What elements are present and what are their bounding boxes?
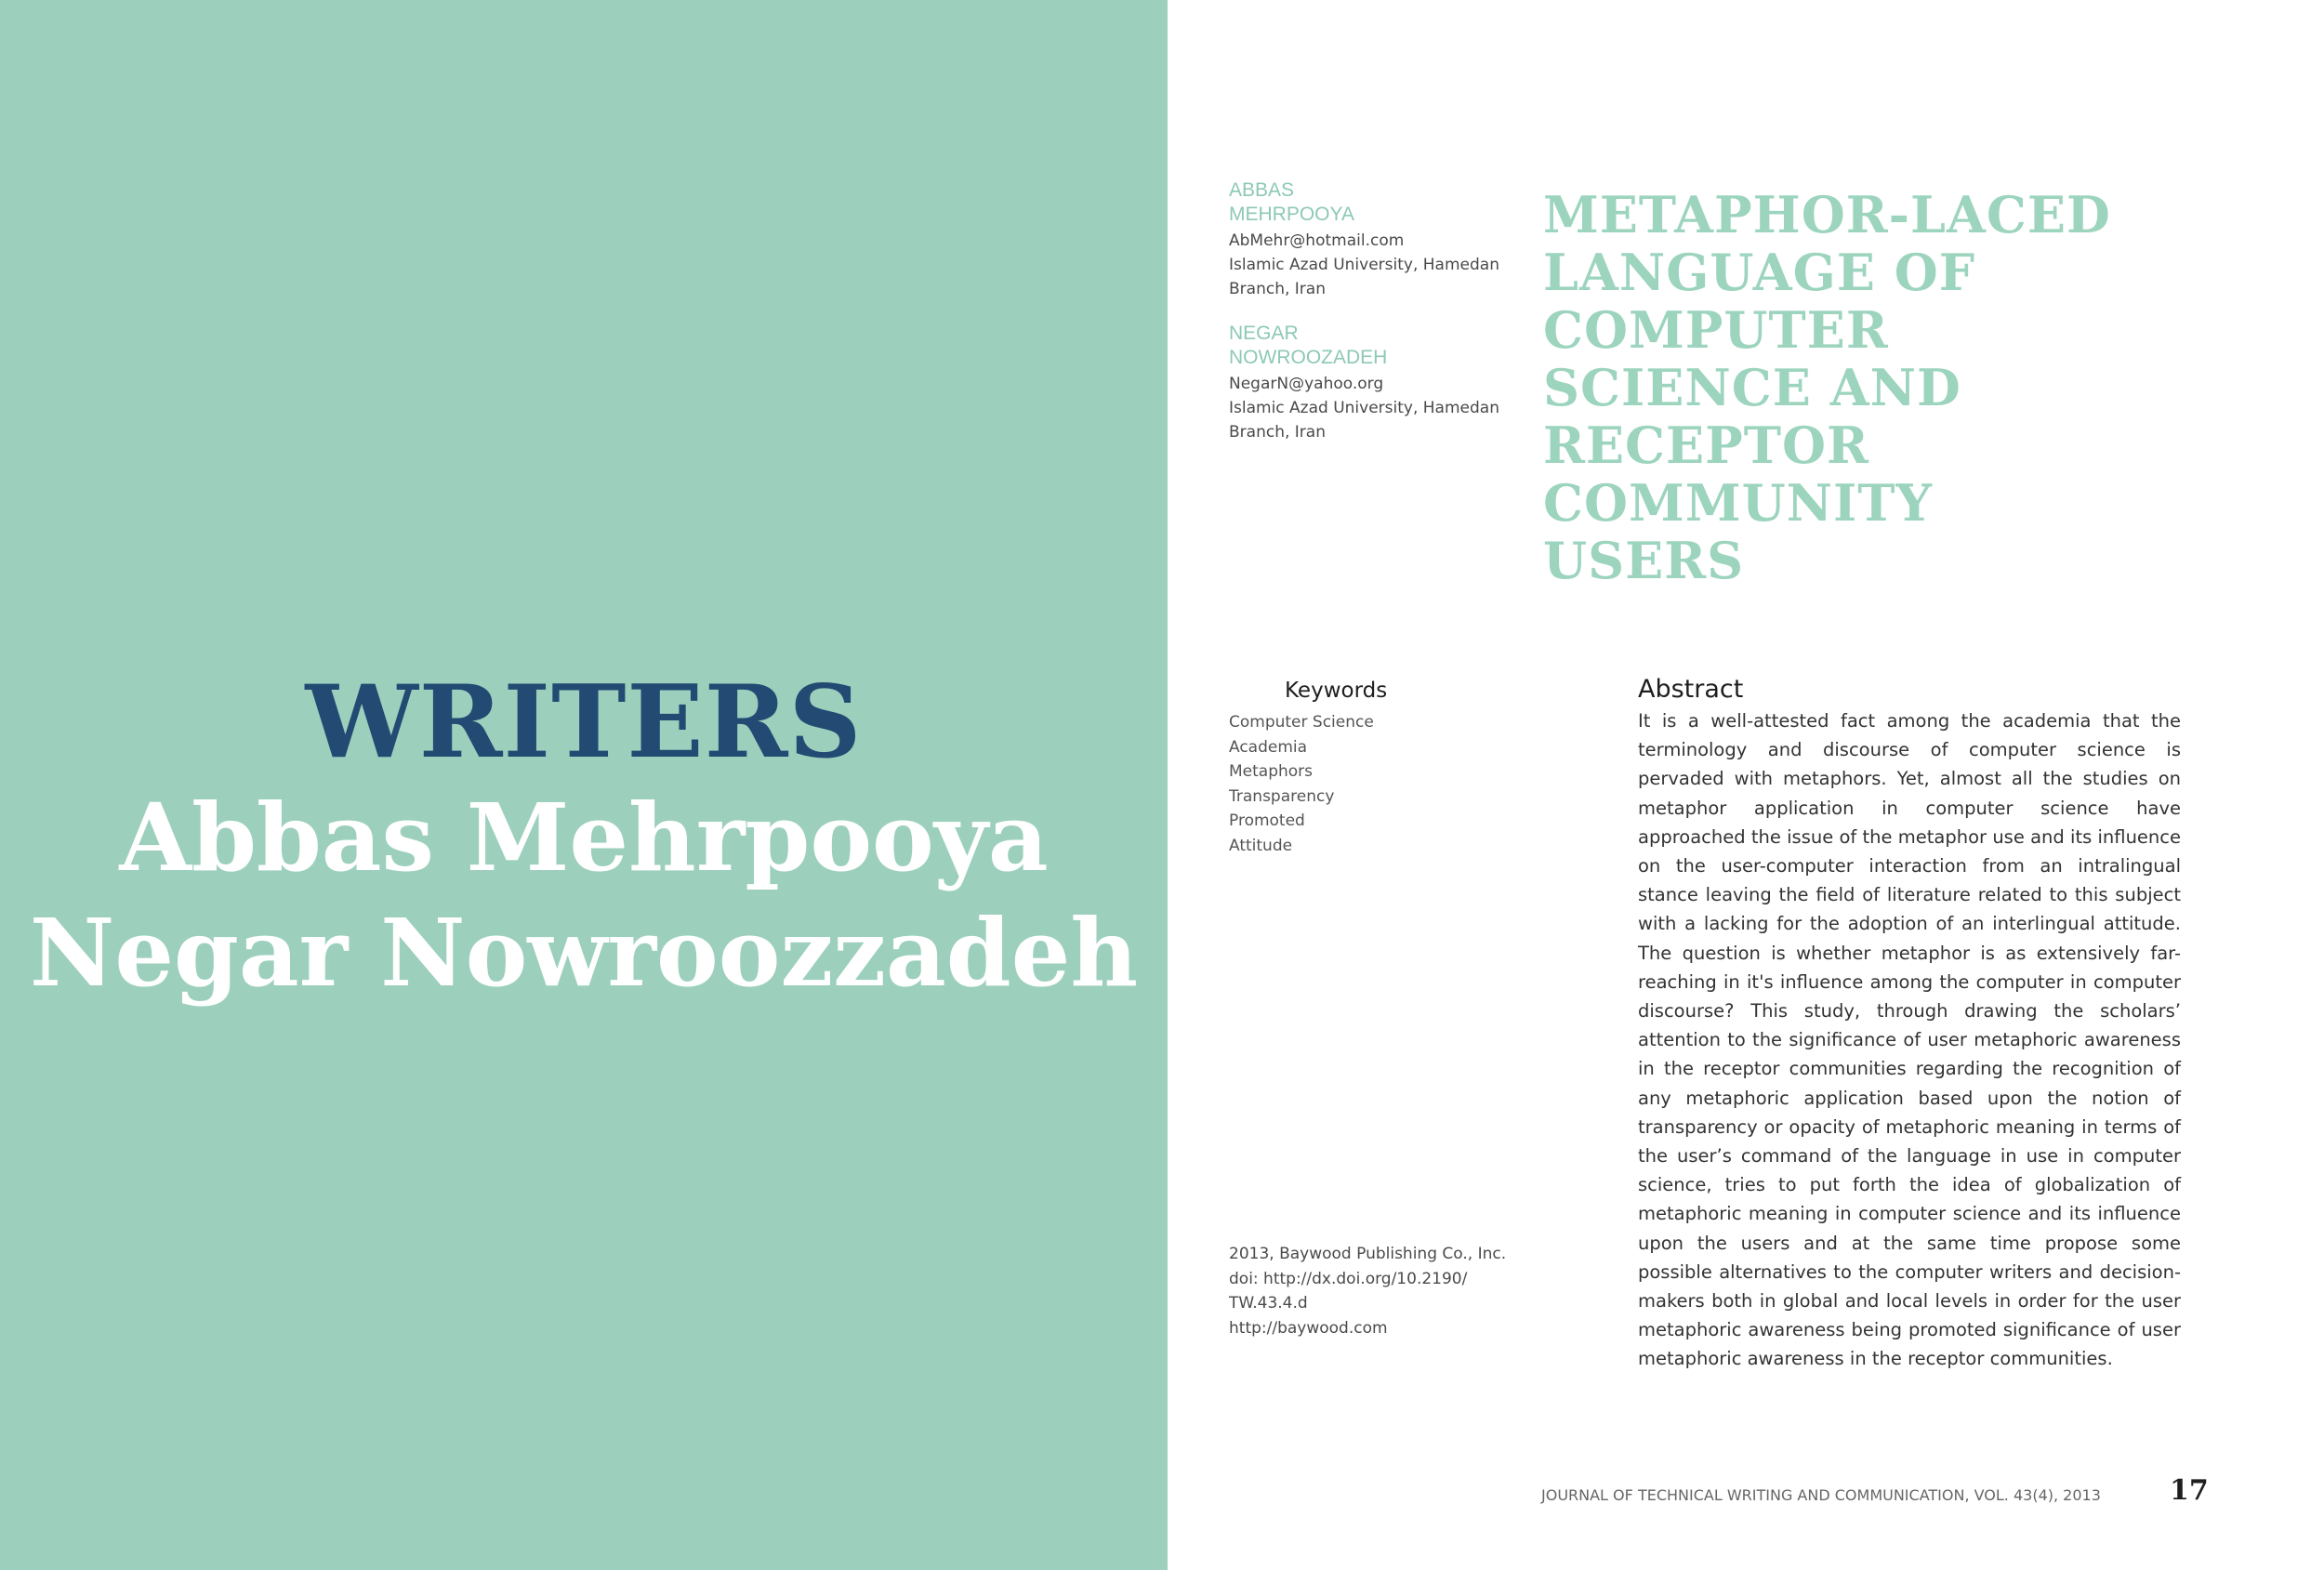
author-name: NEGAR NOWROOZADEH (1229, 323, 1388, 368)
page-number: 17 (2170, 1474, 2209, 1507)
writers-heading: WRITERS (305, 664, 863, 781)
publisher-url[interactable]: http://baywood.com (1229, 1318, 1388, 1338)
keyword-item: Metaphors (1229, 762, 1314, 781)
author-affiliation: Islamic Azad University, Hamedan (1229, 256, 1499, 274)
abstract-section (1638, 675, 2181, 1374)
keyword-item: Transparency (1229, 786, 1335, 806)
author-entry (1229, 322, 1508, 444)
writers-block (0, 665, 1168, 1010)
keyword-item: Academia (1229, 737, 1308, 757)
author-entry (1229, 178, 1508, 301)
author-affiliation: Islamic Azad University, Hamedan (1229, 399, 1499, 417)
keyword-item: Attitude (1229, 836, 1293, 855)
author-name: ABBAS MEHRPOOYA (1229, 179, 1354, 225)
author-email[interactable]: NegarN@yahoo.org (1229, 375, 1384, 393)
author-email[interactable]: AbMehr@hotmail.com (1229, 231, 1405, 250)
keywords-heading: Keywords (1285, 679, 1388, 703)
publication-info (1229, 1242, 1526, 1340)
author-list (1229, 178, 1508, 465)
journal-footer: JOURNAL OF TECHNICAL WRITING AND COMMUNICATION, VOL. 43(4), 2013 (1541, 1486, 2101, 1504)
keyword-item: Promoted (1229, 811, 1305, 830)
author-affiliation: Branch, Iran (1229, 280, 1326, 298)
right-panel (1168, 0, 2324, 1570)
keyword-item: Computer Science (1229, 713, 1374, 732)
writer-name-2: Negar Nowroozzadeh (29, 898, 1139, 1008)
publisher-line: 2013, Baywood Publishing Co., Inc. (1229, 1245, 1507, 1263)
writer-name-1: Abbas Mehrpooya (119, 783, 1049, 892)
article-title: METAPHOR-LACED LANGUAGE OF COMPUTER SCIENCE AND RECEPTOR COMMUNITY USERS (1543, 185, 2111, 590)
keywords-section (1229, 677, 1508, 858)
abstract-text: It is a well-attested fact among the academia that the terminology and discourse of computer science is pervaded with metaphors. Yet, almost all the studies on metaphor application in computer science have approached the issue of the metaphor use and its influence on the user-computer interaction from an intralingual stance leaving the field of literature related to this subject with a lacking for the adoption of an interlingual attitude. The question is whether metaphor is as extensively far-reaching in it's influence among the computer in computer discourse? This study, through drawing the scholars’ attention to the significance of user metaphoric awareness in the receptor communities regarding the recognition of any metaphoric application based upon the notion of transparency or opacity of metaphoric meaning in terms of the user’s command of the language in use in computer science, tries to put forth the idea of globalization of metaphoric meaning in computer science and its influence upon the users and at the same time propose some possible alternatives to the computer writers and decision-makers both in global and local levels in order for the user metaphoric awareness being promoted significance of user metaphoric awareness in the receptor communities. (1638, 710, 2181, 1370)
author-affiliation: Branch, Iran (1229, 423, 1326, 442)
doi-link[interactable]: doi: http://dx.doi.org/10.2190/ (1229, 1269, 1468, 1288)
doi-id: TW.43.4.d (1229, 1294, 1308, 1313)
abstract-heading: Abstract (1638, 675, 1744, 704)
